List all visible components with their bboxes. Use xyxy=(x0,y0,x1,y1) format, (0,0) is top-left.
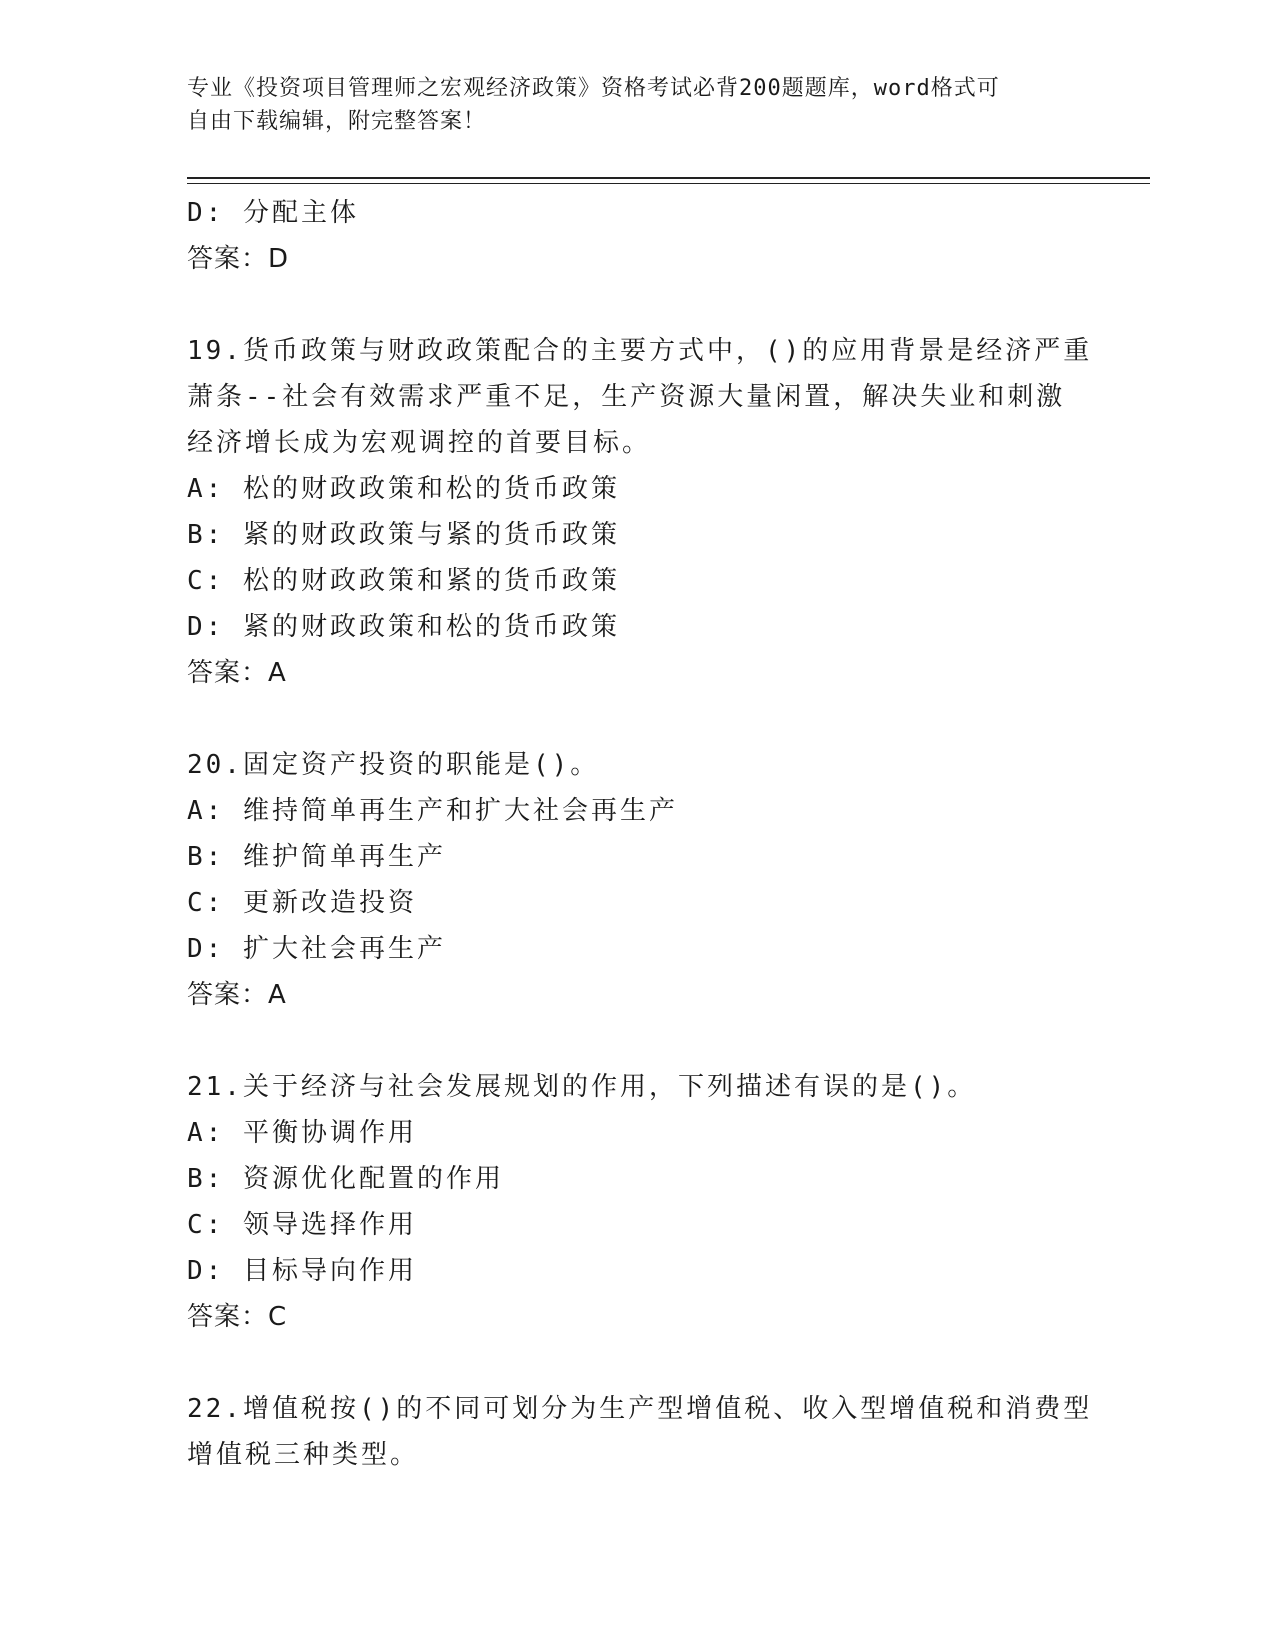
question-text-line: 19.货币政策与财政政策配合的主要方式中，()的应用背景是经济严重 xyxy=(187,336,1093,366)
option-d: D: 扩大社会再生产 xyxy=(187,934,446,964)
question-content xyxy=(187,190,1093,1478)
header-rule-thick xyxy=(187,177,1150,179)
option-c: C: 领导选择作用 xyxy=(187,1210,417,1240)
option-b: B: 资源优化配置的作用 xyxy=(187,1164,504,1194)
option-b: B: 维护简单再生产 xyxy=(187,842,446,872)
header-line-1: 专业《投资项目管理师之宏观经济政策》资格考试必背200题题库，word格式可 xyxy=(187,76,1000,101)
question-text-line: 经济增长成为宏观调控的首要目标。 xyxy=(187,428,652,458)
answer-line: 答案：D xyxy=(187,244,290,274)
option-c: C: 更新改造投资 xyxy=(187,888,417,918)
header-line-2: 自由下载编辑，附完整答案！ xyxy=(187,109,487,134)
question-20 xyxy=(187,742,1087,1018)
option-a: A: 平衡协调作用 xyxy=(187,1118,417,1148)
answer-line: 答案：C xyxy=(187,1302,288,1332)
option-a: A: 松的财政政策和松的货币政策 xyxy=(187,474,620,504)
option-d: D: 目标导向作用 xyxy=(187,1256,417,1286)
option-d: D: 分配主体 xyxy=(187,198,359,228)
previous-question-tail xyxy=(187,190,1087,282)
question-text-line: 21.关于经济与社会发展规划的作用，下列描述有误的是()。 xyxy=(187,1072,977,1102)
question-21 xyxy=(187,1064,1087,1340)
header-rule-thin xyxy=(187,183,1150,184)
question-text-line: 萧条--社会有效需求严重不足，生产资源大量闲置，解决失业和刺激 xyxy=(187,382,1066,412)
question-19 xyxy=(187,328,1093,696)
option-b: B: 紧的财政政策与紧的货币政策 xyxy=(187,520,620,550)
option-d: D: 紧的财政政策和松的货币政策 xyxy=(187,612,620,642)
question-text-line: 20.固定资产投资的职能是()。 xyxy=(187,750,600,780)
answer-line: 答案：A xyxy=(187,658,287,688)
option-c: C: 松的财政政策和紧的货币政策 xyxy=(187,566,620,596)
answer-line: 答案：A xyxy=(187,980,287,1010)
option-a: A: 维持简单再生产和扩大社会再生产 xyxy=(187,796,678,826)
question-text-line: 22.增值税按()的不同可划分为生产型增值税、收入型增值税和消费型 xyxy=(187,1394,1093,1424)
page-header xyxy=(187,72,1087,138)
question-text-line: 增值税三种类型。 xyxy=(187,1440,420,1470)
question-22 xyxy=(187,1386,1093,1478)
